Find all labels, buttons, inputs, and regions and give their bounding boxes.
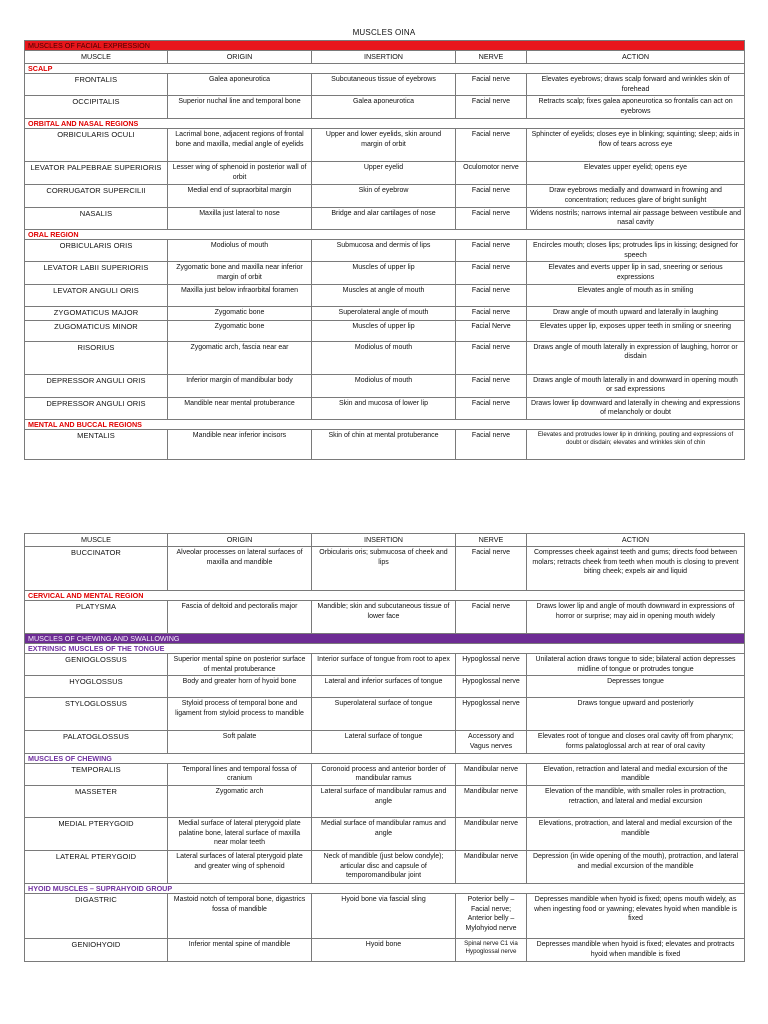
cell-nerve: Facial nerve xyxy=(456,429,527,459)
cell-insertion: Hyoid bone xyxy=(312,938,456,961)
table-row xyxy=(25,162,745,185)
cell-nerve: Facial nerve xyxy=(456,262,527,285)
cell-insertion: Submucosa and dermis of lips xyxy=(312,239,456,261)
cell-action: Encircles mouth; closes lips; protrudes lips in kissing; designed for speech xyxy=(527,239,745,261)
table-row xyxy=(25,307,745,320)
cell-action: Elevates upper eyelid; opens eye xyxy=(527,162,745,185)
header-muscle: MUSCLE xyxy=(25,51,168,64)
cell-nerve: Accessory and Vagus nerves xyxy=(456,731,527,753)
table-row xyxy=(25,698,745,731)
table-row xyxy=(25,763,745,785)
cell-action: Elevation, retraction and lateral and medial excursion of the mandible xyxy=(527,763,745,785)
cell-muscle: LATERAL PTERYGOID xyxy=(25,850,168,883)
cell-muscle: ORBICULARIS ORIS xyxy=(25,239,168,261)
cell-origin: Mandible near mental protuberance xyxy=(168,397,312,419)
cell-origin: Maxilla just below infraorbital foramen xyxy=(168,285,312,307)
cell-muscle: ORBICULARIS OCULI xyxy=(25,129,168,162)
table-row xyxy=(25,785,745,817)
section-header xyxy=(25,119,745,129)
category-header xyxy=(25,633,745,643)
cell-nerve: Facial nerve xyxy=(456,285,527,307)
cell-insertion: Coronoid process and anterior border of mandibular ramus xyxy=(312,763,456,785)
cell-nerve: Oculomotor nerve xyxy=(456,162,527,185)
cell-muscle: NASALIS xyxy=(25,207,168,229)
section-label: EXTRINSIC MUSCLES OF THE TONGUE xyxy=(25,643,745,653)
header-nerve: NERVE xyxy=(456,534,527,547)
cell-origin: Superior nuchal line and temporal bone xyxy=(168,96,312,119)
cell-origin: Medial end of supraorbital margin xyxy=(168,185,312,207)
cell-origin: Zygomatic bone and maxilla near inferior margin of orbit xyxy=(168,262,312,285)
cell-nerve: Facial nerve xyxy=(456,96,527,119)
cell-origin: Inferior margin of mandibular body xyxy=(168,374,312,397)
cell-muscle: FRONTALIS xyxy=(25,73,168,95)
cell-action: Draw angle of mouth upward and laterally in laughing xyxy=(527,307,745,320)
cell-nerve: Facial nerve xyxy=(456,185,527,207)
cell-action: Elevates upper lip, exposes upper teeth in smiling or sneering xyxy=(527,320,745,341)
cell-action: Elevates root of tongue and closes oral cavity off from pharynx; forms palatoglossal arch at rear of oral cavity xyxy=(527,731,745,753)
table-row xyxy=(25,850,745,883)
cell-insertion: Orbicularis oris; submucosa of cheek and lips xyxy=(312,546,456,590)
cell-muscle: PLATYSMA xyxy=(25,600,168,633)
cell-origin: Lateral surfaces of lateral pterygoid plate and greater wing of sphenoid xyxy=(168,850,312,883)
cell-origin: Temporal lines and temporal fossa of cranium xyxy=(168,763,312,785)
cell-origin: Zygomatic arch, fascia near ear xyxy=(168,341,312,374)
cell-insertion: Subcutaneous tissue of eyebrows xyxy=(312,73,456,95)
cell-insertion: Muscles at angle of mouth xyxy=(312,285,456,307)
cell-origin: Superior mental spine on posterior surface of mental protuberance xyxy=(168,653,312,675)
table-row xyxy=(25,817,745,850)
cell-action: Depression (in wide opening of the mouth), protraction, and lateral and medial excursion of the mandible xyxy=(527,850,745,883)
column-header-row xyxy=(25,534,745,547)
cell-origin: Zygomatic bone xyxy=(168,307,312,320)
cell-action: Draws lower lip downward and laterally in chewing and expressions of melancholy or doubt xyxy=(527,397,745,419)
cell-action: Compresses cheek against teeth and gums; directs food between molars; retracts cheek from teeth when mouth is closing to prevent biting cheek; expels air and liquid xyxy=(527,546,745,590)
cell-insertion: Medial surface of mandibular ramus and angle xyxy=(312,817,456,850)
cell-insertion: Upper and lower eyelids, skin around margin of orbit xyxy=(312,129,456,162)
cell-nerve: Facial nerve xyxy=(456,307,527,320)
header-insertion: INSERTION xyxy=(312,51,456,64)
cell-action: Depresses mandible when hyoid is fixed; elevates and protracts hyoid when mandible is fixed xyxy=(527,938,745,961)
cell-origin: Inferior mental spine of mandible xyxy=(168,938,312,961)
cell-insertion: Skin of eyebrow xyxy=(312,185,456,207)
facial-expression-table xyxy=(24,40,745,460)
table-row xyxy=(25,73,745,95)
cell-action: Elevation of the mandible, with smaller roles in protraction, retraction, and lateral and medial excursion xyxy=(527,785,745,817)
cell-origin: Lesser wing of sphenoid in posterior wall of orbit xyxy=(168,162,312,185)
cell-nerve: Facial nerve xyxy=(456,546,527,590)
cell-nerve: Facial nerve xyxy=(456,600,527,633)
table-row xyxy=(25,207,745,229)
table-row xyxy=(25,341,745,374)
section-label: ORBITAL AND NASAL REGIONS xyxy=(25,119,745,129)
cell-muscle: BUCCINATOR xyxy=(25,546,168,590)
cell-nerve: Hypoglossal nerve xyxy=(456,698,527,731)
cell-origin: Alveolar processes on lateral surfaces of maxilla and mandible xyxy=(168,546,312,590)
category-header xyxy=(25,41,745,51)
cell-muscle: MEDIAL PTERYGOID xyxy=(25,817,168,850)
table-row xyxy=(25,546,745,590)
section-label: SCALP xyxy=(25,63,745,73)
section-header xyxy=(25,643,745,653)
header-muscle: MUSCLE xyxy=(25,534,168,547)
cell-insertion: Upper eyelid xyxy=(312,162,456,185)
cell-muscle: GENIOGLOSSUS xyxy=(25,653,168,675)
cell-origin: Zygomatic arch xyxy=(168,785,312,817)
cell-muscle: OCCIPITALIS xyxy=(25,96,168,119)
cell-nerve: Mandibular nerve xyxy=(456,817,527,850)
cell-action: Retracts scalp; fixes galea aponeurotica so frontalis can act on eyebrows xyxy=(527,96,745,119)
cell-nerve: Hypoglossal nerve xyxy=(456,653,527,675)
table-row xyxy=(25,731,745,753)
cell-insertion: Neck of mandible (just below condyle); articular disc and capsule of temporomandibular joint xyxy=(312,850,456,883)
section-label: ORAL REGION xyxy=(25,229,745,239)
cell-origin: Medial surface of lateral pterygoid plate palatine bone, lateral surface of maxilla near molar teeth xyxy=(168,817,312,850)
cell-action: Draw eyebrows medially and downward in frowning and concentration; reduces glare of bright sunlight xyxy=(527,185,745,207)
cell-action: Draws angle of mouth laterally in and downward in opening mouth or sad expressions xyxy=(527,374,745,397)
cell-insertion: Modiolus of mouth xyxy=(312,341,456,374)
header-action: ACTION xyxy=(527,51,745,64)
section-header xyxy=(25,753,745,763)
cell-muscle: MASSETER xyxy=(25,785,168,817)
table-row xyxy=(25,429,745,459)
cell-action: Widens nostrils; narrows internal air passage between vestibule and nasal cavity xyxy=(527,207,745,229)
cell-insertion: Muscles of upper lip xyxy=(312,262,456,285)
cell-insertion: Mandible; skin and subcutaneous tissue of lower face xyxy=(312,600,456,633)
cell-muscle: LEVATOR LABII SUPERIORIS xyxy=(25,262,168,285)
cell-insertion: Hyoid bone via fascial sling xyxy=(312,893,456,938)
section-label: MUSCLES OF CHEWING xyxy=(25,753,745,763)
category-label: MUSCLES OF CHEWING AND SWALLOWING xyxy=(25,633,745,643)
cell-action: Depresses mandible when hyoid is fixed; opens mouth widely, as when ingesting food or yawning; elevates hyoid when mandible is fixed xyxy=(527,893,745,938)
header-origin: ORIGIN xyxy=(168,534,312,547)
section-header xyxy=(25,63,745,73)
section-header xyxy=(25,419,745,429)
cell-action: Elevations, protraction, and lateral and medial excursion of the mandible xyxy=(527,817,745,850)
category-label: MUSCLES OF FACIAL EXPRESSION xyxy=(25,41,745,51)
cell-nerve: Facial nerve xyxy=(456,207,527,229)
cell-insertion: Skin of chin at mental protuberance xyxy=(312,429,456,459)
cell-muscle: CORRUGATOR SUPERCILII xyxy=(25,185,168,207)
header-insertion: INSERTION xyxy=(312,534,456,547)
table-row xyxy=(25,285,745,307)
table-row xyxy=(25,938,745,961)
header-nerve: NERVE xyxy=(456,51,527,64)
section-header xyxy=(25,883,745,893)
cell-muscle: ZUGOMATICUS MINOR xyxy=(25,320,168,341)
table-row xyxy=(25,96,745,119)
cell-action: Elevates and everts upper lip in sad, sneering or serious expressions xyxy=(527,262,745,285)
header-action: ACTION xyxy=(527,534,745,547)
cell-origin: Mastoid notch of temporal bone, digastrics fossa of mandible xyxy=(168,893,312,938)
cell-muscle: DEPRESSOR ANGULI ORIS xyxy=(25,397,168,419)
cell-origin: Fascia of deltoid and pectoralis major xyxy=(168,600,312,633)
cell-action: Draws lower lip and angle of mouth downward in expressions of horror or surprise; may aid in opening mouth widely xyxy=(527,600,745,633)
table-row xyxy=(25,600,745,633)
cell-nerve: Facial nerve xyxy=(456,129,527,162)
table-row xyxy=(25,129,745,162)
cell-muscle: MENTALIS xyxy=(25,429,168,459)
cell-nerve: Facial nerve xyxy=(456,397,527,419)
cell-action: Elevates eyebrows; draws scalp forward and wrinkles skin of forehead xyxy=(527,73,745,95)
cell-nerve: Hypoglossal nerve xyxy=(456,676,527,698)
cell-nerve: Facial nerve xyxy=(456,374,527,397)
section-label: HYOID MUSCLES – SUPRAHYOID GROUP xyxy=(25,883,745,893)
document-title: MUSCLES OINA xyxy=(352,28,416,37)
cell-origin: Galea aponeurotica xyxy=(168,73,312,95)
section-header xyxy=(25,590,745,600)
cell-muscle: ZYGOMATICUS MAJOR xyxy=(25,307,168,320)
section-label: CERVICAL AND MENTAL REGION xyxy=(25,590,745,600)
cell-origin: Soft palate xyxy=(168,731,312,753)
cell-nerve: Facial nerve xyxy=(456,239,527,261)
section-label: MENTAL AND BUCCAL REGIONS xyxy=(25,419,745,429)
cell-origin: Lacrimal bone, adjacent regions of frontal bone and maxilla, medial angle of eyelids xyxy=(168,129,312,162)
cell-action: Unilateral action draws tongue to side; bilateral action depresses midline of tongue or protrudes tongue xyxy=(527,653,745,675)
table-row xyxy=(25,653,745,675)
cell-insertion: Skin and mucosa of lower lip xyxy=(312,397,456,419)
cell-action: Draws angle of mouth laterally in expression of laughing, horror or disdain xyxy=(527,341,745,374)
column-header-row xyxy=(25,51,745,64)
cell-muscle: LEVATOR ANGULI ORIS xyxy=(25,285,168,307)
cell-muscle: TEMPORALIS xyxy=(25,763,168,785)
table-row xyxy=(25,676,745,698)
cell-action: Elevates angle of mouth as in smiling xyxy=(527,285,745,307)
cell-origin: Zygomatic bone xyxy=(168,320,312,341)
cell-action: Depresses tongue xyxy=(527,676,745,698)
table-row xyxy=(25,320,745,341)
cell-insertion: Lateral and inferior surfaces of tongue xyxy=(312,676,456,698)
cell-insertion: Bridge and alar cartilages of nose xyxy=(312,207,456,229)
chewing-swallowing-table xyxy=(24,533,745,962)
cell-origin: Styloid process of temporal bone and ligament from styloid process to mandible xyxy=(168,698,312,731)
section-header xyxy=(25,229,745,239)
cell-insertion: Interior surface of tongue from root to apex xyxy=(312,653,456,675)
cell-muscle: PALATOGLOSSUS xyxy=(25,731,168,753)
cell-origin: Maxilla just lateral to nose xyxy=(168,207,312,229)
table-row xyxy=(25,262,745,285)
cell-insertion: Lateral surface of tongue xyxy=(312,731,456,753)
table-row xyxy=(25,374,745,397)
cell-action: Sphincter of eyelids; closes eye in blinking; squinting; sleep; aids in flow of tears across eye xyxy=(527,129,745,162)
cell-origin: Mandible near inferior incisors xyxy=(168,429,312,459)
cell-nerve: Spinal nerve C1 via Hypoglossal nerve xyxy=(456,938,527,961)
cell-nerve: Facial nerve xyxy=(456,73,527,95)
cell-action: Draws tongue upward and posteriorly xyxy=(527,698,745,731)
cell-insertion: Muscles of upper lip xyxy=(312,320,456,341)
cell-nerve: Mandibular nerve xyxy=(456,850,527,883)
cell-insertion: Superolateral angle of mouth xyxy=(312,307,456,320)
cell-muscle: DEPRESSOR ANGULI ORIS xyxy=(25,374,168,397)
cell-origin: Body and greater horn of hyoid bone xyxy=(168,676,312,698)
cell-nerve: Poterior belly – Facial nerve; Anterior belly – Mylohyiod nerve xyxy=(456,893,527,938)
cell-insertion: Galea aponeurotica xyxy=(312,96,456,119)
table-row xyxy=(25,893,745,938)
cell-muscle: HYOGLOSSUS xyxy=(25,676,168,698)
cell-nerve: Facial Nerve xyxy=(456,320,527,341)
cell-nerve: Mandibular nerve xyxy=(456,763,527,785)
cell-insertion: Modiolus of mouth xyxy=(312,374,456,397)
cell-nerve: Mandibular nerve xyxy=(456,785,527,817)
table-row xyxy=(25,397,745,419)
table-row xyxy=(25,239,745,261)
cell-nerve: Facial nerve xyxy=(456,341,527,374)
cell-muscle: GENIOHYOID xyxy=(25,938,168,961)
cell-origin: Modiolus of mouth xyxy=(168,239,312,261)
cell-muscle: DIGASTRIC xyxy=(25,893,168,938)
table-row xyxy=(25,185,745,207)
cell-muscle: RISORIUS xyxy=(25,341,168,374)
cell-insertion: Lateral surface of mandibular ramus and angle xyxy=(312,785,456,817)
cell-insertion: Superolateral surface of tongue xyxy=(312,698,456,731)
cell-muscle: LEVATOR PALPEBRAE SUPERIORIS xyxy=(25,162,168,185)
header-origin: ORIGIN xyxy=(168,51,312,64)
cell-action: Elevates and protrudes lower lip in drinking, pouting and expressions of doubt or disdain; elevates and wrinkles skin of chin xyxy=(527,429,745,459)
cell-muscle: STYLOGLOSSUS xyxy=(25,698,168,731)
